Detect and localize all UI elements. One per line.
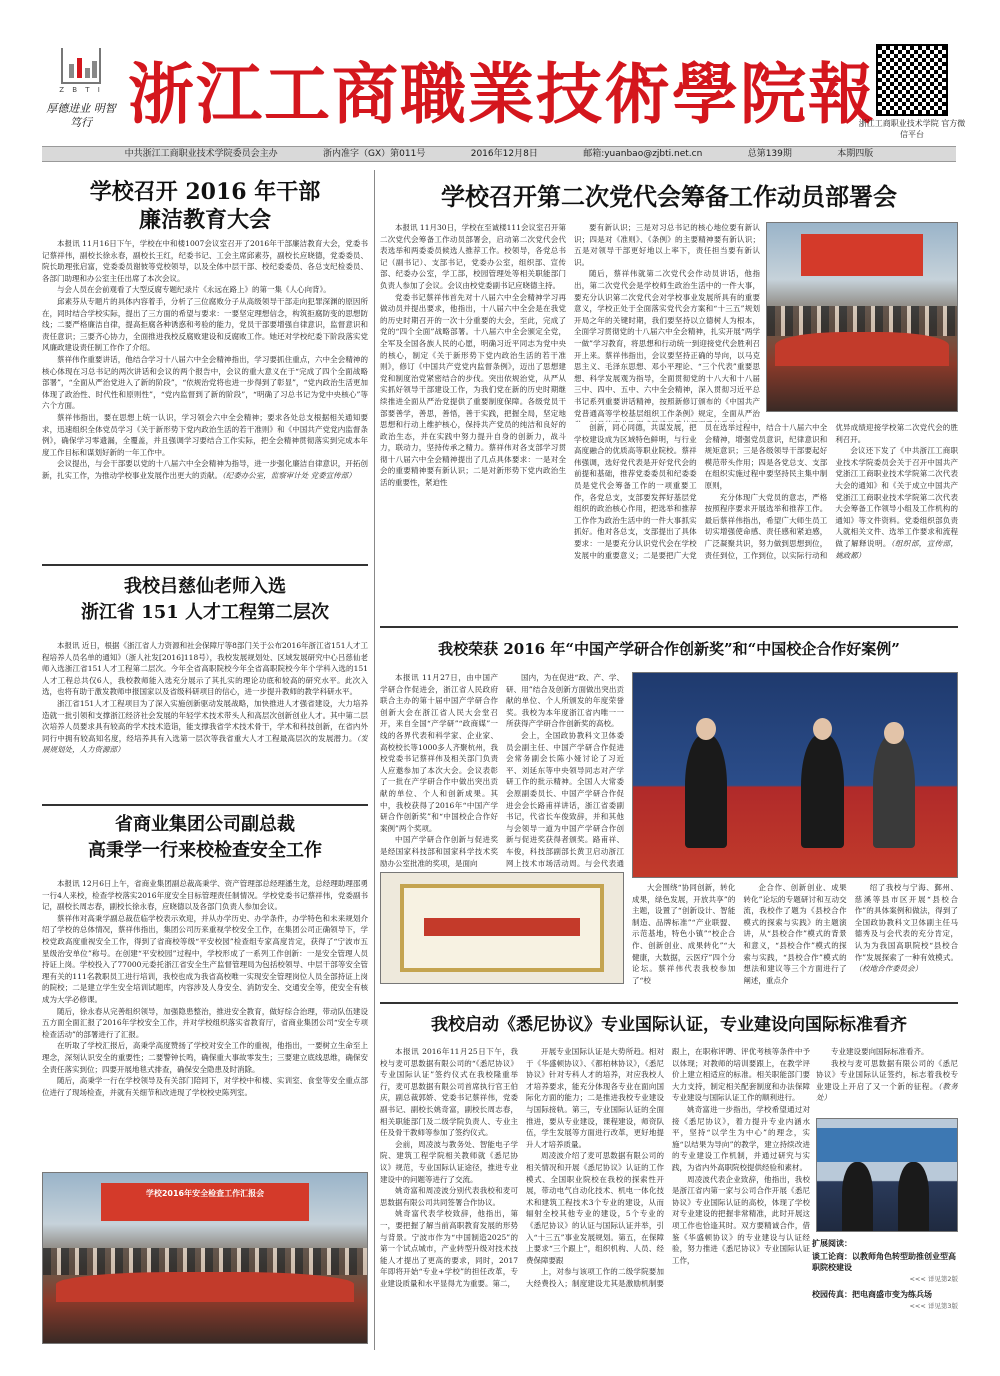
extended-reading-item[interactable]: 校园传真：把电商盛市变为练兵场 [812,1290,932,1299]
issue-date: 2016年12月8日 [470,149,538,159]
school-logo [42,48,120,140]
logo-letters: Z B T I [59,86,103,94]
article-1-body: 本报讯 11月16日下午，学校在中和楼1007会议室召开了2016年干部廉洁教育大会，党委书记蔡祥伟，副校长徐永春，副校长王红，纪委书记、工会主席邱素芬，副校长应晓德，党委委员、院长助理张启富，党委委员谢彼等党校领导，以及全体中层干部、校纪委委员、各总支纪检委员、各部门助理和办公室主任出席了本次会议。 与会人员在会前观看了大型反腐专题纪录片《永远在路上》的第一集《人心向背》。 邱素芬从专题片的具体内容着手，分析了三位腐败分子从高级领导干部走向犯罪深渊的原因所在，同时结合学校实际，提出了三方面的希望与要求：一要坚定理想信念，构筑拒腐防变的思想防线；二要严格廉洁自律，提高拒腐各种诱惑和考验的能力，党员干部要增强自律意识，监督意识和责任意识；三要齐心协力，全面推进我校反腐败建设和反腐败工作。她还对学校纪委下阶段落实党风廉政建设责任制工作作了介绍。 蔡祥伟作重要讲话，他结合学习十八届六中全会精神指出，学习要抓住重点，六中全会精神的核心体现在习总书记的两次讲话和会议的两个报告中，会议的重大意义在于“完成了四个全面战略部署”，“全面从严治党进入了新的阶段”，“依规治党将也进一步得到了彰显”，“党内政治生活更加体现了政治性、时代性和原则性”，“党内监督到了新的阶段”，“明确了习总书记为党中央核心”等六个方面。 蔡祥伟指出，要在思想上统一认识，学习领会六中全会精神；要求各处总支根据相关通知要求，迅速组织全体党员学习《关于新形势下党内政治生活的若干准则》和《中国共产党党内监督条例》，确保学习零遗漏，全覆盖，并且强调学习要结合工作实际，把全会精神贯彻落实到完成本年度工作目标和谋划好新的一年工作中。 会议提出，与会干部要以党的十八届六中全会精神为指导，进一步强化廉洁自律意识，开拓创新，扎实工作，为推动学校事业发展作出更大的贡献。（纪委办公室，监察审计处 党委宣传部） [42,239,368,480]
permit-number: 浙内准字（GX）第011号 [323,149,426,159]
info-bar [42,146,956,162]
article-6-body: 本报讯 2016年11月25日下午，我校与麦可思数据有限公司的“《悉尼协议》专业国际认证”签约仪式在我校隆重举行，麦可思数据有限公司首席执行官王伯庆，副总裁郭娇、党委书记蔡祥伟，党委副书记、副校长姚奇富，副校长周志春，相关职能部门及二级学院负责人、专业主任及骨干教师等参加了签约仪式。 会前，周凌波与教务处、智能电子学院、建筑工程学院相关教师就《悉尼协议》规范，专业国际认证途径，推进专业建设中的问题等进行了交流。 姚奇富和周凌波分别代表我校和麦可思数据有限公司共同签署合作协议。 姚奇富代表学校致辞，他指出，第一，要把握了解当前高职教育发展的形势与背景。宁波市作为“中国制造2025”的第一个试点城市，产业转型升级对技术技能人才提出了更高的要求，同时，2017年即将开始“专业+学校”的担任改革，专业建设质量和水平显得尤为重要。第二， 开展专业国际认证是大势所趋。相对于《华盛顿协议》、《都柏林协议》，《悉尼协议》针对专科人才的培养，对应我校人才培养要求，能充分体现各专业在面向国际化方面的能力；二是推进我校专业建设与国际接轨。第三，专业国际认证的全面推进，要从专业建设，课程建设，师资队伍，学生发展等方面进行改革，更好地提升人才培养质量。 周凌波介绍了麦可思数据有限公司的相关情况和开展《悉尼协议》认证的工作模式、全国职业院校在我校的探索性开展，带动电气自动化技术、机电一体化技术和建筑工程技术3个专业的建设，从而辐射全校其他专业的建设，5个专业的《悉尼协议》的认证与国际认证并举，引入“十三五”事业发展规划。第五，在保障上要求“三个跟上”，组织机构、人员、经费保障要跟 上，对参与该项工作的二级学院要加大经费投入；制度建设尤其是激励机制要跟上，在职称评聘、评优考核等条件中予以体现；对教师的培训要跟上，在教学评价上建立相适应的标准。相关职能部门要大力支持，制定相关配套制度和办法保障专业建设与国际认证工作的顺利进行。 姚奇富进一步指出，学校希望通过对接《悉尼协议》，着力提升专业内涵水平，坚持“以学生为中心”的理念，实施“以结果为导向”的教学，建立持续改进的专业建设工作机制，并通过研究与实践，为省内外高职院校提供经验和素材。 周凌波代表企业致辞，他指出，我校是浙江省内第一家与公司合作开展《悉尼协议》专业国际认证的高校，体现了学校对专业建设的把握非常精准，此时开展这项工作也恰逢其时。双方要精诚合作，借鉴《华盛顿协议》的专业建设与认证经验，努力推进《悉尼协议》专业国际认证工作， [380,1047,810,1288]
signing-ceremony-photo [816,1118,958,1232]
article-2-cols-lower: 创新，同心同德，共谋发展，把学校建设成为区域特色鲜明，与行业高度融合的优质高等职业院校。蔡祥伟强调，选好党代表是开好党代会的前提和基础，推荐党委委员和纪委委员是党代会筹备工作的一项重要工作，各党总支，支部要发挥好基层党组织的政治核心作用，把选举和推荐工作作为政治生活中的一件大事抓实抓好。他对各总支，支部提出了具体要求：一是要充分认识党代会在学校发展中的重要意义；二是要把广大党员在选举过程中，结合十八届六中全会精神，增强党员意识，纪律意识和规矩意识；三是各级领导干部要起好模范带头作用；四是各党总支、支部在组织实施过程中要坚持民主集中制原则， 充分体现广大党员的意志，严格按照程序要求开展选举和推荐工作。最后蔡祥伟指出，希望广大师生员工切实增强使命感、责任感和紧迫感，广泛凝聚共识，努力做到思想到位，责任到位，工作到位，以实际行动和优异成绩迎接学校第二次党代会的胜利召开。 会议还下发了《中共浙江工商职业技术学院委员会关于召开中国共产党浙江工商职业技术学院第二次代表大会的通知》和《关于成立中国共产党浙江工商职业技术学院第二次代表大会筹备工作领导小组及工作机构的通知》等文件资料。党委组织部负责人就相关文件、选举工作要求和流程做了解释说明。（组织部，宣传部，姚政都） [574,423,958,560]
sponsor: 中共浙江工商职业技术学院委员会主办 [124,149,278,159]
divider [42,564,368,566]
article-5-title: 我校荣获 2016 年“中国产学研合作创新奖”和“中国校企合作好案例” [438,640,900,658]
award-ceremony-photo [632,672,958,878]
article-4-title: 省商业集团公司副总裁 高秉学一行来校检查安全工作 [88,814,322,861]
article-5-col2: 国内，为在促进“政、产、学、研、用”结合及创新方面做出突出贡献的单位、个人所颁发的年度荣誉奖。我校为本年度浙江省内唯一一所获得产学研合作创新奖的高校。 会上，全国政协教科文卫体委员会副主任、中国产学研合作促进会常务副会长陈小娅讨论了习近平、刘延东等中央领导同志对产学研工作的批示精神。全国人大常委会原副委员长、中国产学研合作促进会会长路甫祥讲话，浙江省委副书记，代省长车俊致辞，并和其他与会领导一道为中国产学研合作创新与促进奖获得者颁奖。路甫祥、车俊，科技部副部长黄卫启动浙江网上技术市场活动周。与会代表通 [506,673,624,868]
school-motto: 厚德进业 明智笃行 [46,102,116,129]
article-6-tail: 专业建设要向国际标准看齐。 我校与麦可思数据有限公司的《悉尼协议》专业国际认证签约，标志着我校专业建设上开启了又一个新的征程。（教务处） [816,1047,958,1103]
award-plaque-photo [380,872,624,984]
newspaper-title: 浙江工商職業技術學院報 [128,55,876,133]
issue-number: 总第139期 [747,149,792,159]
qr-code-icon [876,44,948,116]
article-5-col1: 本报讯 11月27日，由中国产学研合作促进会，浙江省人民政府联合主办的第十届中国产学研合作创新大会在浙江省人民大会堂召开，来自全国“产学研”“政商媒”一线的各界代表和科学家、企业家、高校校长等1000多人齐聚杭州，我校党委书记蔡祥伟及相关部门负责人应邀参加了本次大会。会议表彰了一批在产学研合作中做出突出贡献的单位、个人和创新成果。其中，我校获得了2016年“中国产学研合作创新奖”和“中国校企合作好案例”两个奖项。 中国产学研合作创新与促进奖是经国家科技部和国家科学技术奖励办公室批准的奖项，是面向 [380,673,498,868]
email: 邮箱:yuanbao@zjbti.net.cn [583,149,703,159]
column-divider [374,170,375,1350]
emblem-icon [61,48,101,84]
article-3-body: 本报讯 近日，根据《浙江省人力资源和社会保障厅等8部门关于公布2016年浙江省151人才工程培养人员名单的通知》（浙人社发[2016]118号），我校发展规划处、区域发展研究中心吕慈仙老师入选浙江省151人才工程第二层次。今年全省高职院校今年全省高职院校今年个学科入选的151人才工程总共仅6人，我校教师能入选充分展示了其扎实的理论功底和较高的研究水平。此次入选，也将有助于激发教师申报国家以及省级科研项目的信心，进一步提升教师的教学科研水平。 浙江省151人才工程项目为了深入实施创新驱动发展战略，加快推进人才强省建设，大力培养造就一批引领和支撑浙江经济社会发展的年轻学术技术带头人和高层次创新创业人才。其中第二层次培养人员要求具有较高的学术技术造诣，能支撑我省学术技术骨干，学术和科技创新，在省内外同行中拥有较高知名度，经培养具有入选第一层次等我省重大人才工程最高层次的发展潜力。（发展规划处，人力资源部） [42,641,368,755]
safety-meeting-photo [42,1172,368,1344]
extended-reading-item[interactable]: 谈工论商：以教师角色转型助推创业型高职院校建设 [812,1252,956,1272]
extended-reading [812,1238,958,1316]
see-page-link[interactable]: <<< 详见第3版 [909,1302,958,1310]
article-3-title: 我校吕慈仙老师入选 浙江省 151 人才工程第二层次 [80,576,330,623]
article-4-body: 本报讯 12月6日上午，省商业集团副总裁高秉学、资产管理部总经理潘生龙，总经理助理邵勇一行4人来校，检查学校落实2016年度安全目标管理责任制情况。学校党委书记蔡祥伟，党委副书记，副校长周志春，副校长徐永春，应晓德以及各部门负责人参加会议。 蔡祥伟对高秉学副总裁莅临学校表示欢迎，并从办学历史、办学条件，办学特色和未来规划介绍了学校的总体情况，蔡祥伟指出，集团公司历来重视学校安全工作，在集团公司正确领导下，学校党政高度重视安全工作，得到了省商校等级“平安校园”检查组专家高度肯定，获得了“宁波市五星级治安单位”称号。在创建“平安校园”过程中，学校形成了一系列工作创新：一是安全管理人员持证上岗。学校投入了77000元委托浙江省安全生产监督管理局为包括校领导、中层干部等安全管理有关的111名教职员工进行培训，我校也成为我省高校唯一实现安全管理岗位人员全部持证上岗的院校；二是建立学生安全培训试题库，内容涉及人身安全、消防安全、交通安全等，使安全有核成为大学必修课。 随后，徐永春从完善组织领导，加强隐患整治，推进安全教育，做好综合治理，带动队伍建设五方面全面汇报了2016年学校安全工作，并对学校组织落实省教育厅，省商业集团公司“安全专项检查活动”的部署进行了汇报。 在听取了学校汇报后，高秉学高度赞扬了学校对安全工作的重视，他指出，一要树立生命至上理念，深刻认识安全的重要性；二要警钟长鸣，确保重大事故零发生；三要建立底线思维，确保安全责任落实到位；四要开展地毯式排查，确保安全隐患及时消除。 随后，高秉学一行在学校领导及有关部门陪同下，对学校中和楼、实训室、食堂等安全重点部位进行了现场检查，并就有关细节和改进现了学校校史陈列室。 [42,879,368,1097]
article-5-cols-lower: 大会围绕“协同创新，转化成果，绿色发展，开放共享”的主题，设置了“创新设计、智能制造、品牌标准”“产业联盟、示范基地，特色小镇”“校企合作、创新创业、成果转化”“大健康，大数据，云医疗”四个分论坛。蔡祥伟代表我校参加了“校 企合作、创新创业、成果转化”论坛的专题研讨和互动交流，我校作了题为《县校合作模式的探索与实践》的主题演讲，从“县校合作”模式的背景和意义，“县校合作”模式的探索与实践，“县校合作”模式的想法和建议等三个方面进行了阐述，重点介 绍了我校与宁海、鄞州、慈溪等县市区开展“县校合作”的具体案例和做法，得到了全国政协教科文卫体副主任马德秀及与会代表的充分肯定，认为为我国高职院校“县校合作”发展探索了一种有效模式。（校地合作委员会） [632,883,958,985]
see-page-link[interactable]: <<< 详见第2版 [909,1275,958,1283]
party-congress-photo [766,222,958,412]
page-count: 本期四版 [837,149,874,159]
qr-caption: 浙江工商职业技术学院 官方微信平台 [858,119,966,139]
extended-reading-title: 扩展阅读： [812,1239,852,1248]
photo-banner-text: 学校2016年安全检查工作汇报会 [145,1189,265,1199]
divider [380,626,958,628]
divider [42,804,368,806]
divider [380,1002,958,1004]
article-2-col2: 要有新认识；三是对习总书记的核心地位要有新认识；四是对《准则》、《条例》的主要精神要有新认识；五是对领导干部更好地以上率下，责任担当要有新认识。 随后，蔡祥伟就第二次党代会作动员讲话，他指出，第二次党代会是学校师生政治生活中的一件大事，要充分认识第二次党代会对学校事业发展所具有的重要意义，学校正处于全面落实党代会方案和“十三五”规划开局之年的关键时期，我们要坚持以立德树人为根本，全面学习贯彻党的十八届六中全会精神，扎实开展“两学一做”学习教育，将思想和行动统一到迎接党代会胜利召开上来。蔡祥伟指出，会议要坚持正确的导向，以马克思主义、毛泽东思想、邓小平理论、“三个代表”重要思想、科学发展观为指导，全面贯彻党的十八大和十八届三中、四中、五中、六中全会精神，深入贯彻习近平总书记系列重要讲话精神，按照新修订颁布的《中国共产党普通高等学校基层组织工作条例》规定，全面从严治 [574,223,760,418]
article-1-title: 学校召开 2016 年干部 廉洁教育大会 [89,179,321,233]
article-2-title: 学校召开第二次党代会筹备工作动员部署会 [441,183,897,211]
article-2-col1: 本报讯 11月30日，学校在至诚楼111会议室召开第二次党代会筹备工作动员部署会，启动第二次党代会代表选举和两委委员候选人推荐工作。校领导，各党总书记（副书记）、支部书记，党委办公室，组织部、宣传部、纪委办公室，学工部，校园管理处等相关职能部门负责人参加了会议。会议由校党委副书记应晓德主持。 党委书记蔡祥伟首先对十八届六中全会精神学习再做动员并提出要求，他指出，十八届六中全会是在我党的历史时期召开的一次十分重要的大会，至此，完成了党的“四个全面”战略部署。十八届六中全会颁定全党，全军及全国各族人民的心愿，明确习近平同志为党中央的核心，制定《关于新形势下党内政治生活的若干准则》，修订《中国共产党党内监督条例》，迈出了思想建党和制度治党紧密结合的步伐。突出依规治党，从严从实抓好领导干部建设工作，为我们党在新的历史时期继续推进全面从严治党提供了重要制度保障。各级党员干部要善学，善思，善悟，善于实践，把握全局，坚定地思想和行动上维护核心，保持共产党员的纯洁和良好的政治生态，并在实践中努力提升自身的创新力，战斗力，联动力，坚持传承之精力。蔡祥伟对各支部学习贯彻十八届六中全会精神提出了几点具体要求：一是对全会的重要精神要有新认识；二是对新形势下党内政治生活的重要性，紧迫性 [380,223,566,488]
article-6-title: 我校启动《悉尼协议》专业国际认证，专业建设向国际标准看齐 [431,1015,907,1035]
